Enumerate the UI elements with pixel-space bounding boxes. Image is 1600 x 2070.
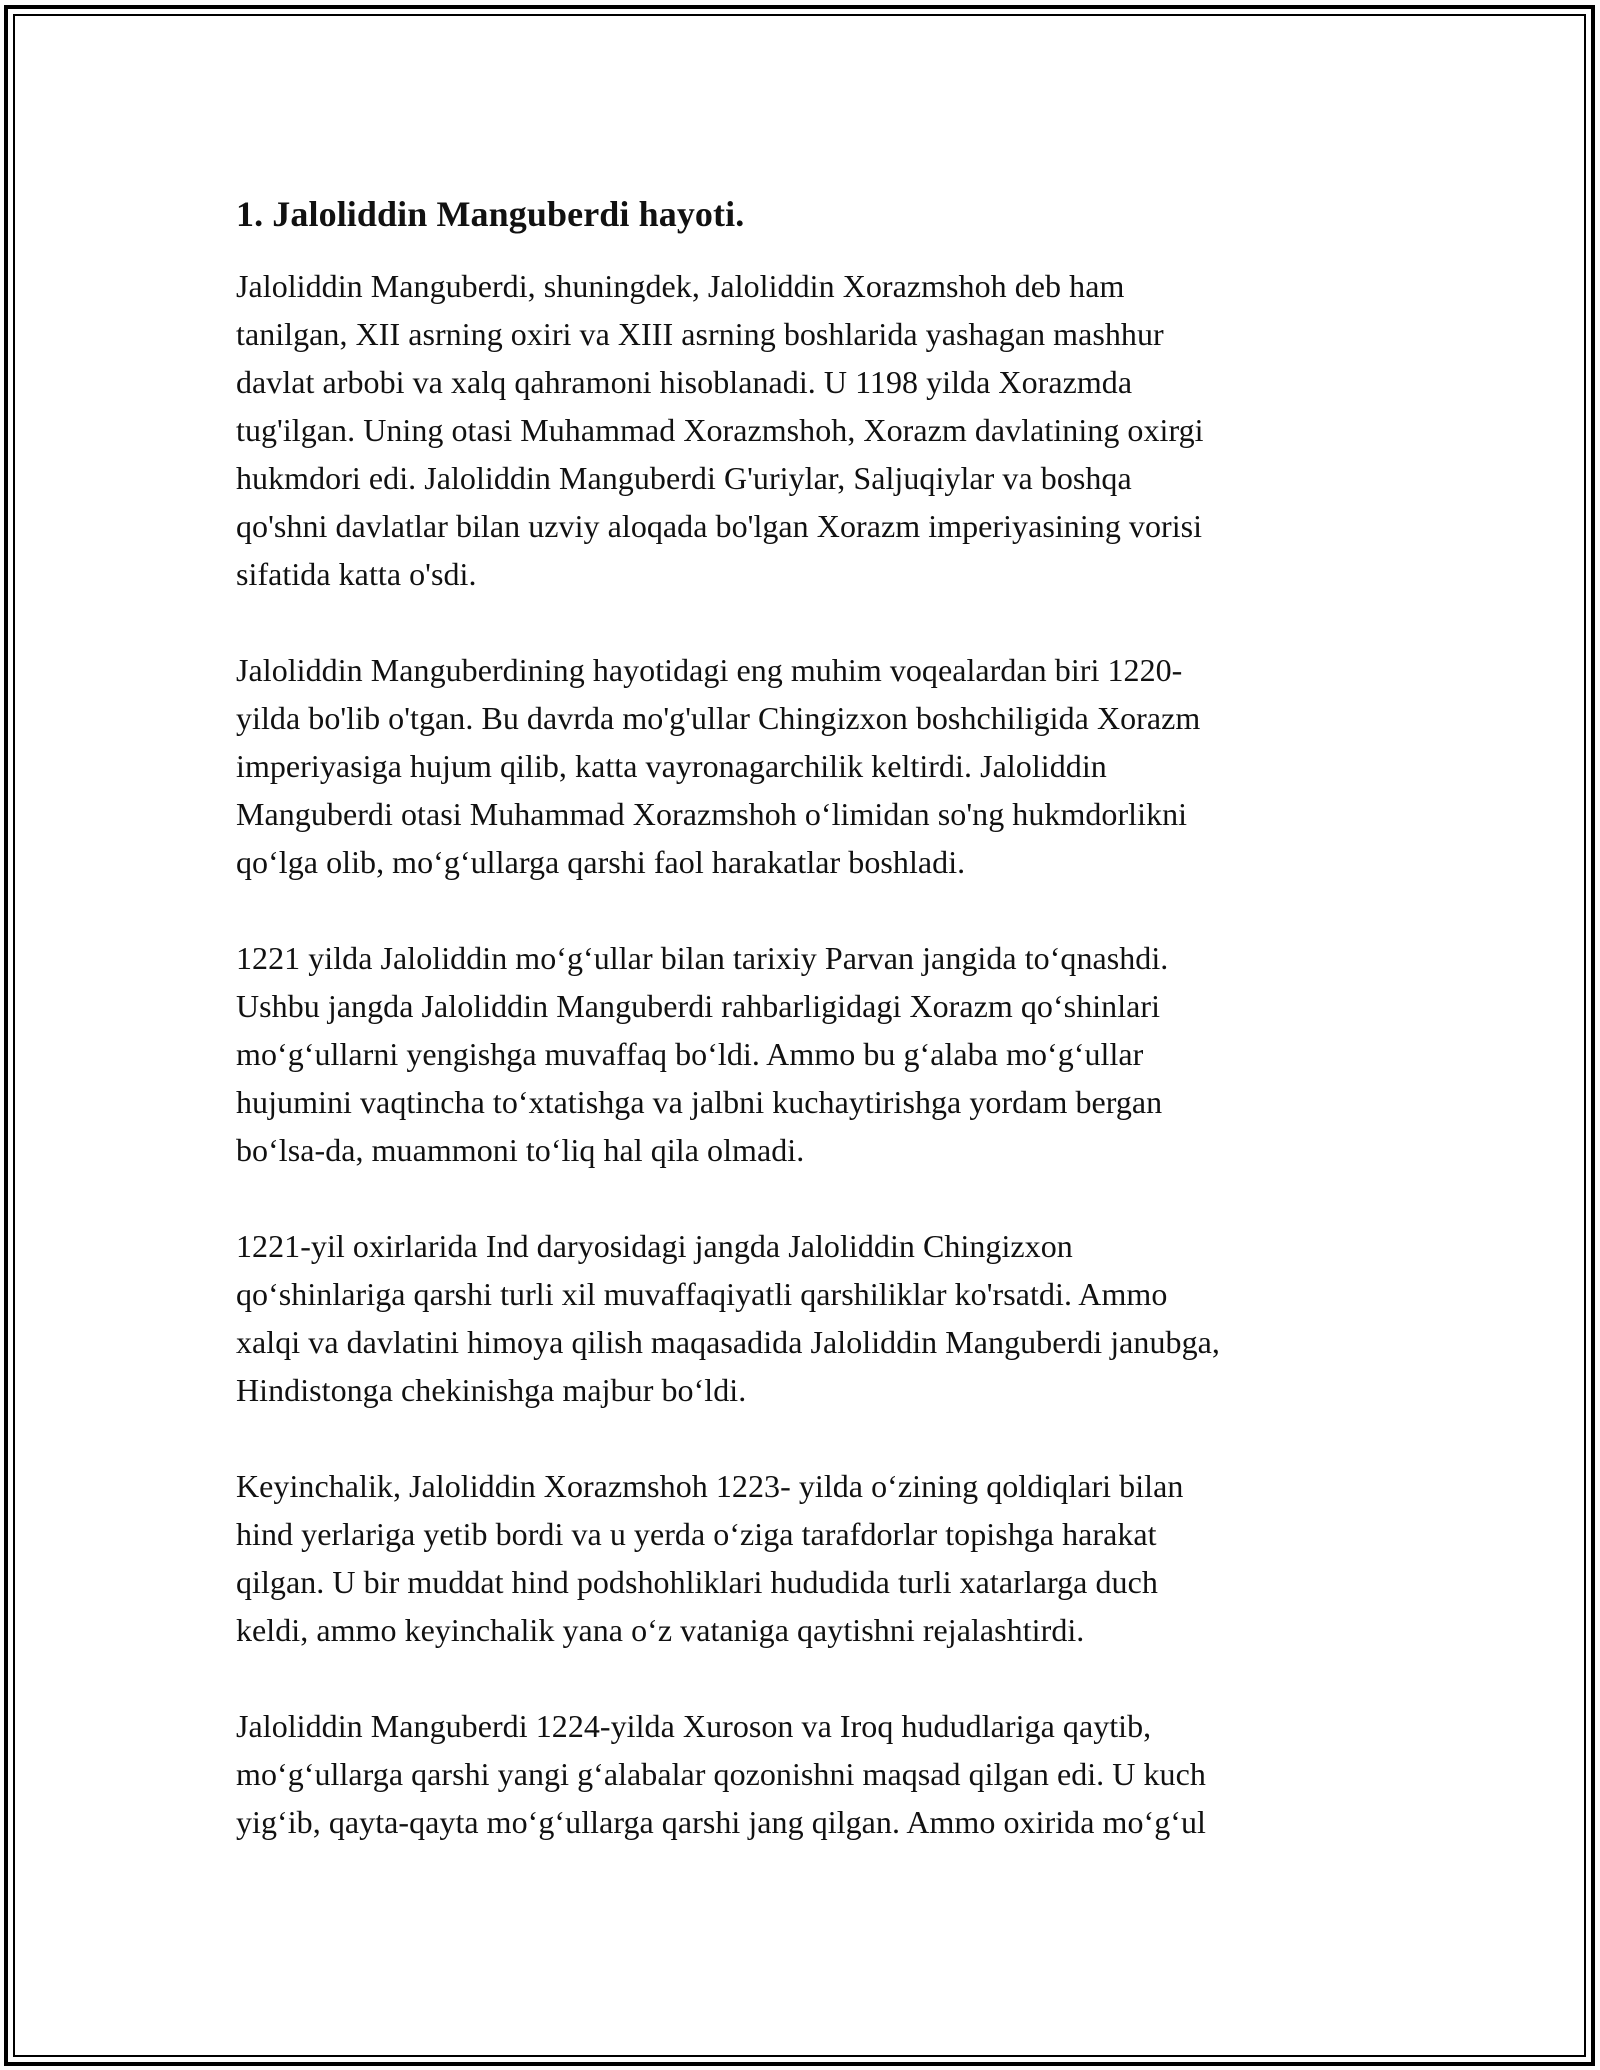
- paragraph: [236, 1222, 1366, 1414]
- paragraph-line: Manguberdi otasi Muhammad Xorazmshoh o‘limidan so'ng hukmdorlikni: [236, 796, 1188, 832]
- paragraph-line: xalqi va davlatini himoya qilish maqasadida Jaloliddin Manguberdi janubga,: [236, 1324, 1220, 1360]
- paragraph-line: qo‘lga olib, mo‘g‘ullarga qarshi faol harakatlar boshladi.: [236, 844, 966, 880]
- paragraph-line: yig‘ib, qayta-qayta mo‘g‘ullarga qarshi jang qilgan. Ammo oxirida mo‘g‘ul: [236, 1804, 1206, 1840]
- paragraph-line: tanilgan, XII asrning oxiri va XIII asrning boshlarida yashagan mashhur: [236, 316, 1164, 352]
- paragraph: [236, 646, 1366, 886]
- paragraph: [236, 934, 1366, 1174]
- paragraph-line: hujumini vaqtincha to‘xtatishga va jalbni kuchaytirishga yordam bergan: [236, 1084, 1163, 1120]
- paragraph-line: yilda bo'lib o'tgan. Bu davrda mo'g'ullar Chingizxon boshchiligida Xorazm: [236, 700, 1201, 736]
- paragraph: [236, 1702, 1366, 1846]
- paragraph-line: qilgan. U bir muddat hind podshohliklari hududida turli xatarlarga duch: [236, 1564, 1158, 1600]
- paragraph-line: Jaloliddin Manguberdining hayotidagi eng muhim voqealardan biri 1220-: [236, 652, 1183, 688]
- paragraph-line: Jaloliddin Manguberdi 1224-yilda Xuroson va Iroq hududlariga qaytib,: [236, 1708, 1152, 1744]
- paragraph-line: Hindistonga chekinishga majbur bo‘ldi.: [236, 1372, 747, 1408]
- section-heading: 1. Jaloliddin Manguberdi hayoti.: [236, 194, 745, 234]
- paragraph-line: bo‘lsa-da, muammoni to‘liq hal qila olmadi.: [236, 1132, 805, 1168]
- paragraph-line: mo‘g‘ullarni yengishga muvaffaq bo‘ldi. Ammo bu g‘alaba mo‘g‘ullar: [236, 1036, 1144, 1072]
- paragraph-line: Jaloliddin Manguberdi, shuningdek, Jaloliddin Xorazmshoh deb ham: [236, 268, 1125, 304]
- paragraph-line: 1221-yil oxirlarida Ind daryosidagi jangda Jaloliddin Chingizxon: [236, 1228, 1073, 1264]
- paragraph: [236, 1462, 1366, 1654]
- paragraph-line: sifatida katta o'sdi.: [236, 556, 477, 592]
- paragraph-line: keldi, ammo keyinchalik yana o‘z vataniga qaytishni rejalashtirdi.: [236, 1612, 1085, 1648]
- paragraph-line: mo‘g‘ullarga qarshi yangi g‘alabalar qozonishni maqsad qilgan edi. U kuch: [236, 1756, 1206, 1792]
- paragraph: [236, 262, 1366, 598]
- paragraph-line: 1221 yilda Jaloliddin mo‘g‘ullar bilan tarixiy Parvan jangida to‘qnashdi.: [236, 940, 1169, 976]
- paragraph-line: imperiyasiga hujum qilib, katta vayronagarchilik keltirdi. Jaloliddin: [236, 748, 1107, 784]
- paragraph-line: hind yerlariga yetib bordi va u yerda o‘ziga tarafdorlar topishga harakat: [236, 1516, 1157, 1552]
- paragraph-line: qo‘shinlariga qarshi turli xil muvaffaqiyatli qarshiliklar ko'rsatdi. Ammo: [236, 1276, 1168, 1312]
- document-body: [236, 188, 1366, 1894]
- paragraph-line: davlat arbobi va xalq qahramoni hisoblanadi. U 1198 yilda Xorazmda: [236, 364, 1133, 400]
- paragraph-line: qo'shni davlatlar bilan uzviy aloqada bo'lgan Xorazm imperiyasining vorisi: [236, 508, 1203, 544]
- paragraph-line: Keyinchalik, Jaloliddin Xorazmshoh 1223- yilda o‘zining qoldiqlari bilan: [236, 1468, 1184, 1504]
- paragraph-line: Ushbu jangda Jaloliddin Manguberdi rahbarligidagi Xorazm qo‘shinlari: [236, 988, 1161, 1024]
- paragraph-list: [236, 262, 1366, 1846]
- paragraph-line: tug'ilgan. Uning otasi Muhammad Xorazmshoh, Xorazm davlatining oxirgi: [236, 412, 1204, 448]
- paragraph-line: hukmdori edi. Jaloliddin Manguberdi G'uriylar, Saljuqiylar va boshqa: [236, 460, 1132, 496]
